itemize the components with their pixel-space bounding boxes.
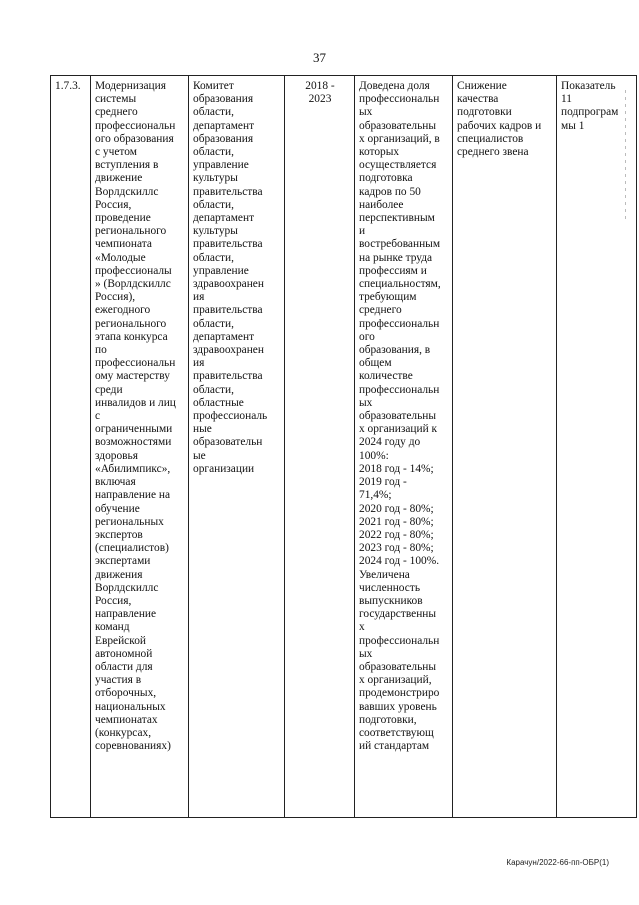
cell-indicator-link: Показатель 11 подпрограм мы 1 bbox=[557, 76, 637, 818]
cell-responsible-executors: Комитет образования области, департамент образования области, управление культуры правительства области, департамент культуры правительства области, управление здравоохранен ия правительства области, департамент здравоохранен ия правительства области, областные профессиональ ные образовательн ые организации bbox=[189, 76, 285, 818]
cell-implementation-years: 2018 - 2023 bbox=[285, 76, 355, 818]
cell-expected-result: Доведена доля профессиональн ых образовательны х организаций, в которых осуществляется подготовка кадров по 50 наиболее перспективным и востребованным на рынке труда профессиям и специальностям, требующим среднего профессиональн ого образования, в общем количестве профессиональн ых образовательны х организаций к 2024 году до 100%: 2018 год - 14%; 2019 год - 71,4%; 2020 год - 80%; 2021 год - 80%; 2022 год - 80%; 2023 год - 80%; 2024 год - 100%. Увеличена численность выпускников государственны х профессиональн ых образовательны х организаций, продемонстриро вавших уровень подготовки, соответствующ ий стандартам bbox=[355, 76, 453, 818]
cell-consequences-of-nonimplementation: Снижение качества подготовки рабочих кадров и специалистов среднего звена bbox=[453, 76, 557, 818]
program-activities-table bbox=[50, 75, 637, 818]
scan-margin-mark bbox=[625, 90, 626, 220]
page-number: 37 bbox=[313, 50, 326, 65]
table-row bbox=[51, 76, 637, 818]
cell-item-number: 1.7.3. bbox=[51, 76, 91, 818]
document-footer-code: Карачун/2022-66-пп-ОБР(1) bbox=[506, 858, 609, 867]
cell-activity-description: Модернизация системы среднего профессиональн ого образования с учетом вступления в движение Ворлдскиллс Россия, проведение регионального чемпионата «Молодые профессионалы » (Ворлдскиллс Россия), ежегодного регионального этапа конкурса по профессиональн ому мастерству среди инвалидов и лиц с ограниченными возможностями здоровья «Абилимпикс», включая направление на обучение региональных экспертов (специалистов) экспертами движения Ворлдскиллс Россия, направление команд Еврейской автономной области для участия в отборочных, национальных чемпионатах (конкурсах, соревнованиях) bbox=[91, 76, 189, 818]
